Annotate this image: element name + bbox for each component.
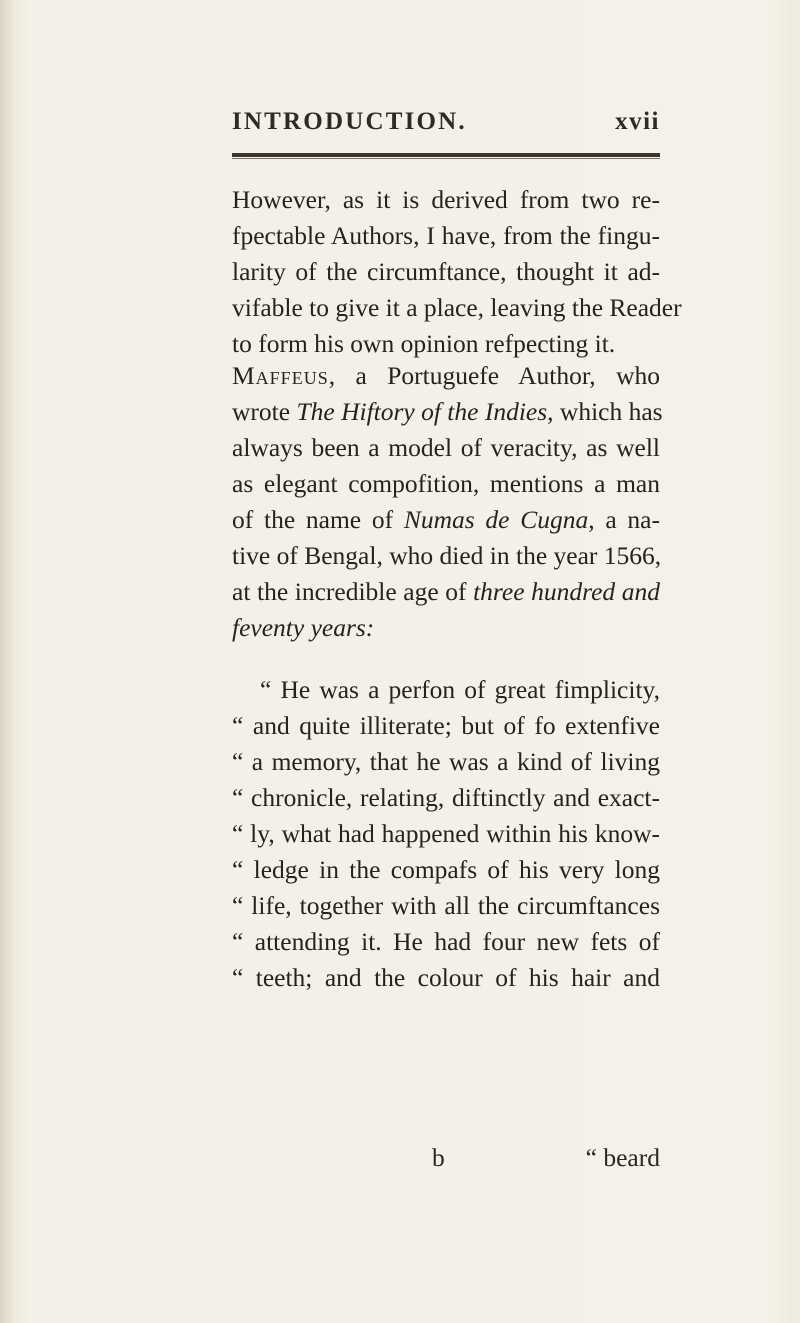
text-line: vifable to give it a place, leaving the Reader <box>232 293 682 322</box>
paragraph-1 <box>232 182 682 362</box>
quote-line: “ ledge in the compafs of his very long <box>232 855 660 884</box>
quote-line: “ chronicle, relating, diftinctly and exact- <box>232 783 660 812</box>
age-italic: three hundred and <box>473 577 660 606</box>
quote-line: “ He was a perfon of great fimplicity, <box>260 675 660 704</box>
text-line: always been a model of veracity, as well <box>232 433 660 462</box>
person-name: Numas de Cugna <box>403 505 589 534</box>
page-gutter-shadow <box>0 0 14 1323</box>
book-title: The Hiftory of the Indies <box>296 397 548 426</box>
text-line: However, as it is derived from two re- <box>232 185 660 214</box>
text-line <box>232 358 660 394</box>
quote-line: “ attending it. He had four new fets of <box>232 927 660 956</box>
quote-line: “ life, together with all the circumftances <box>232 891 660 920</box>
quotation-block <box>232 672 660 996</box>
text-line <box>232 610 660 646</box>
catchword: “ beard <box>585 1143 660 1172</box>
signature-mark: b <box>432 1143 445 1172</box>
author-name: Maffeus <box>232 361 329 390</box>
header-rule-thin <box>232 158 660 159</box>
text-span: , a Portuguefe Author, who <box>328 361 660 390</box>
text-span: of the name of <box>232 505 404 534</box>
text-span: wrote <box>232 397 297 426</box>
text-line: fpectable Authors, I have, from the fingu- <box>232 221 660 250</box>
age-italic: feventy years: <box>232 613 375 642</box>
quote-line: “ a memory, that he was a kind of living <box>232 747 660 776</box>
header-rule <box>232 153 660 157</box>
text-line <box>232 394 663 430</box>
text-span: at the incredible age of <box>232 577 474 606</box>
running-head: INTRODUCTION. <box>232 108 467 135</box>
page-number: xvii <box>615 108 660 135</box>
text-line: tive of Bengal, who died in the year 1566, <box>232 541 662 570</box>
text-line: to form his own opinion refpecting it. <box>232 329 616 358</box>
text-line <box>232 502 660 538</box>
text-line <box>232 574 660 610</box>
text-line: as elegant compofition, mentions a man <box>232 469 660 498</box>
page-footer <box>232 1140 660 1176</box>
quote-line: “ ly, what had happened within his know- <box>232 819 660 848</box>
paragraph-2 <box>232 358 663 646</box>
quote-line: “ and quite illiterate; but of fo extenfive <box>232 711 660 740</box>
text-line: larity of the circumftance, thought it ad- <box>232 257 660 286</box>
text-span: , which has <box>547 397 663 426</box>
quote-line: “ teeth; and the colour of his hair and <box>232 963 660 992</box>
text-span: , a na- <box>588 505 660 534</box>
page-header <box>232 108 660 144</box>
